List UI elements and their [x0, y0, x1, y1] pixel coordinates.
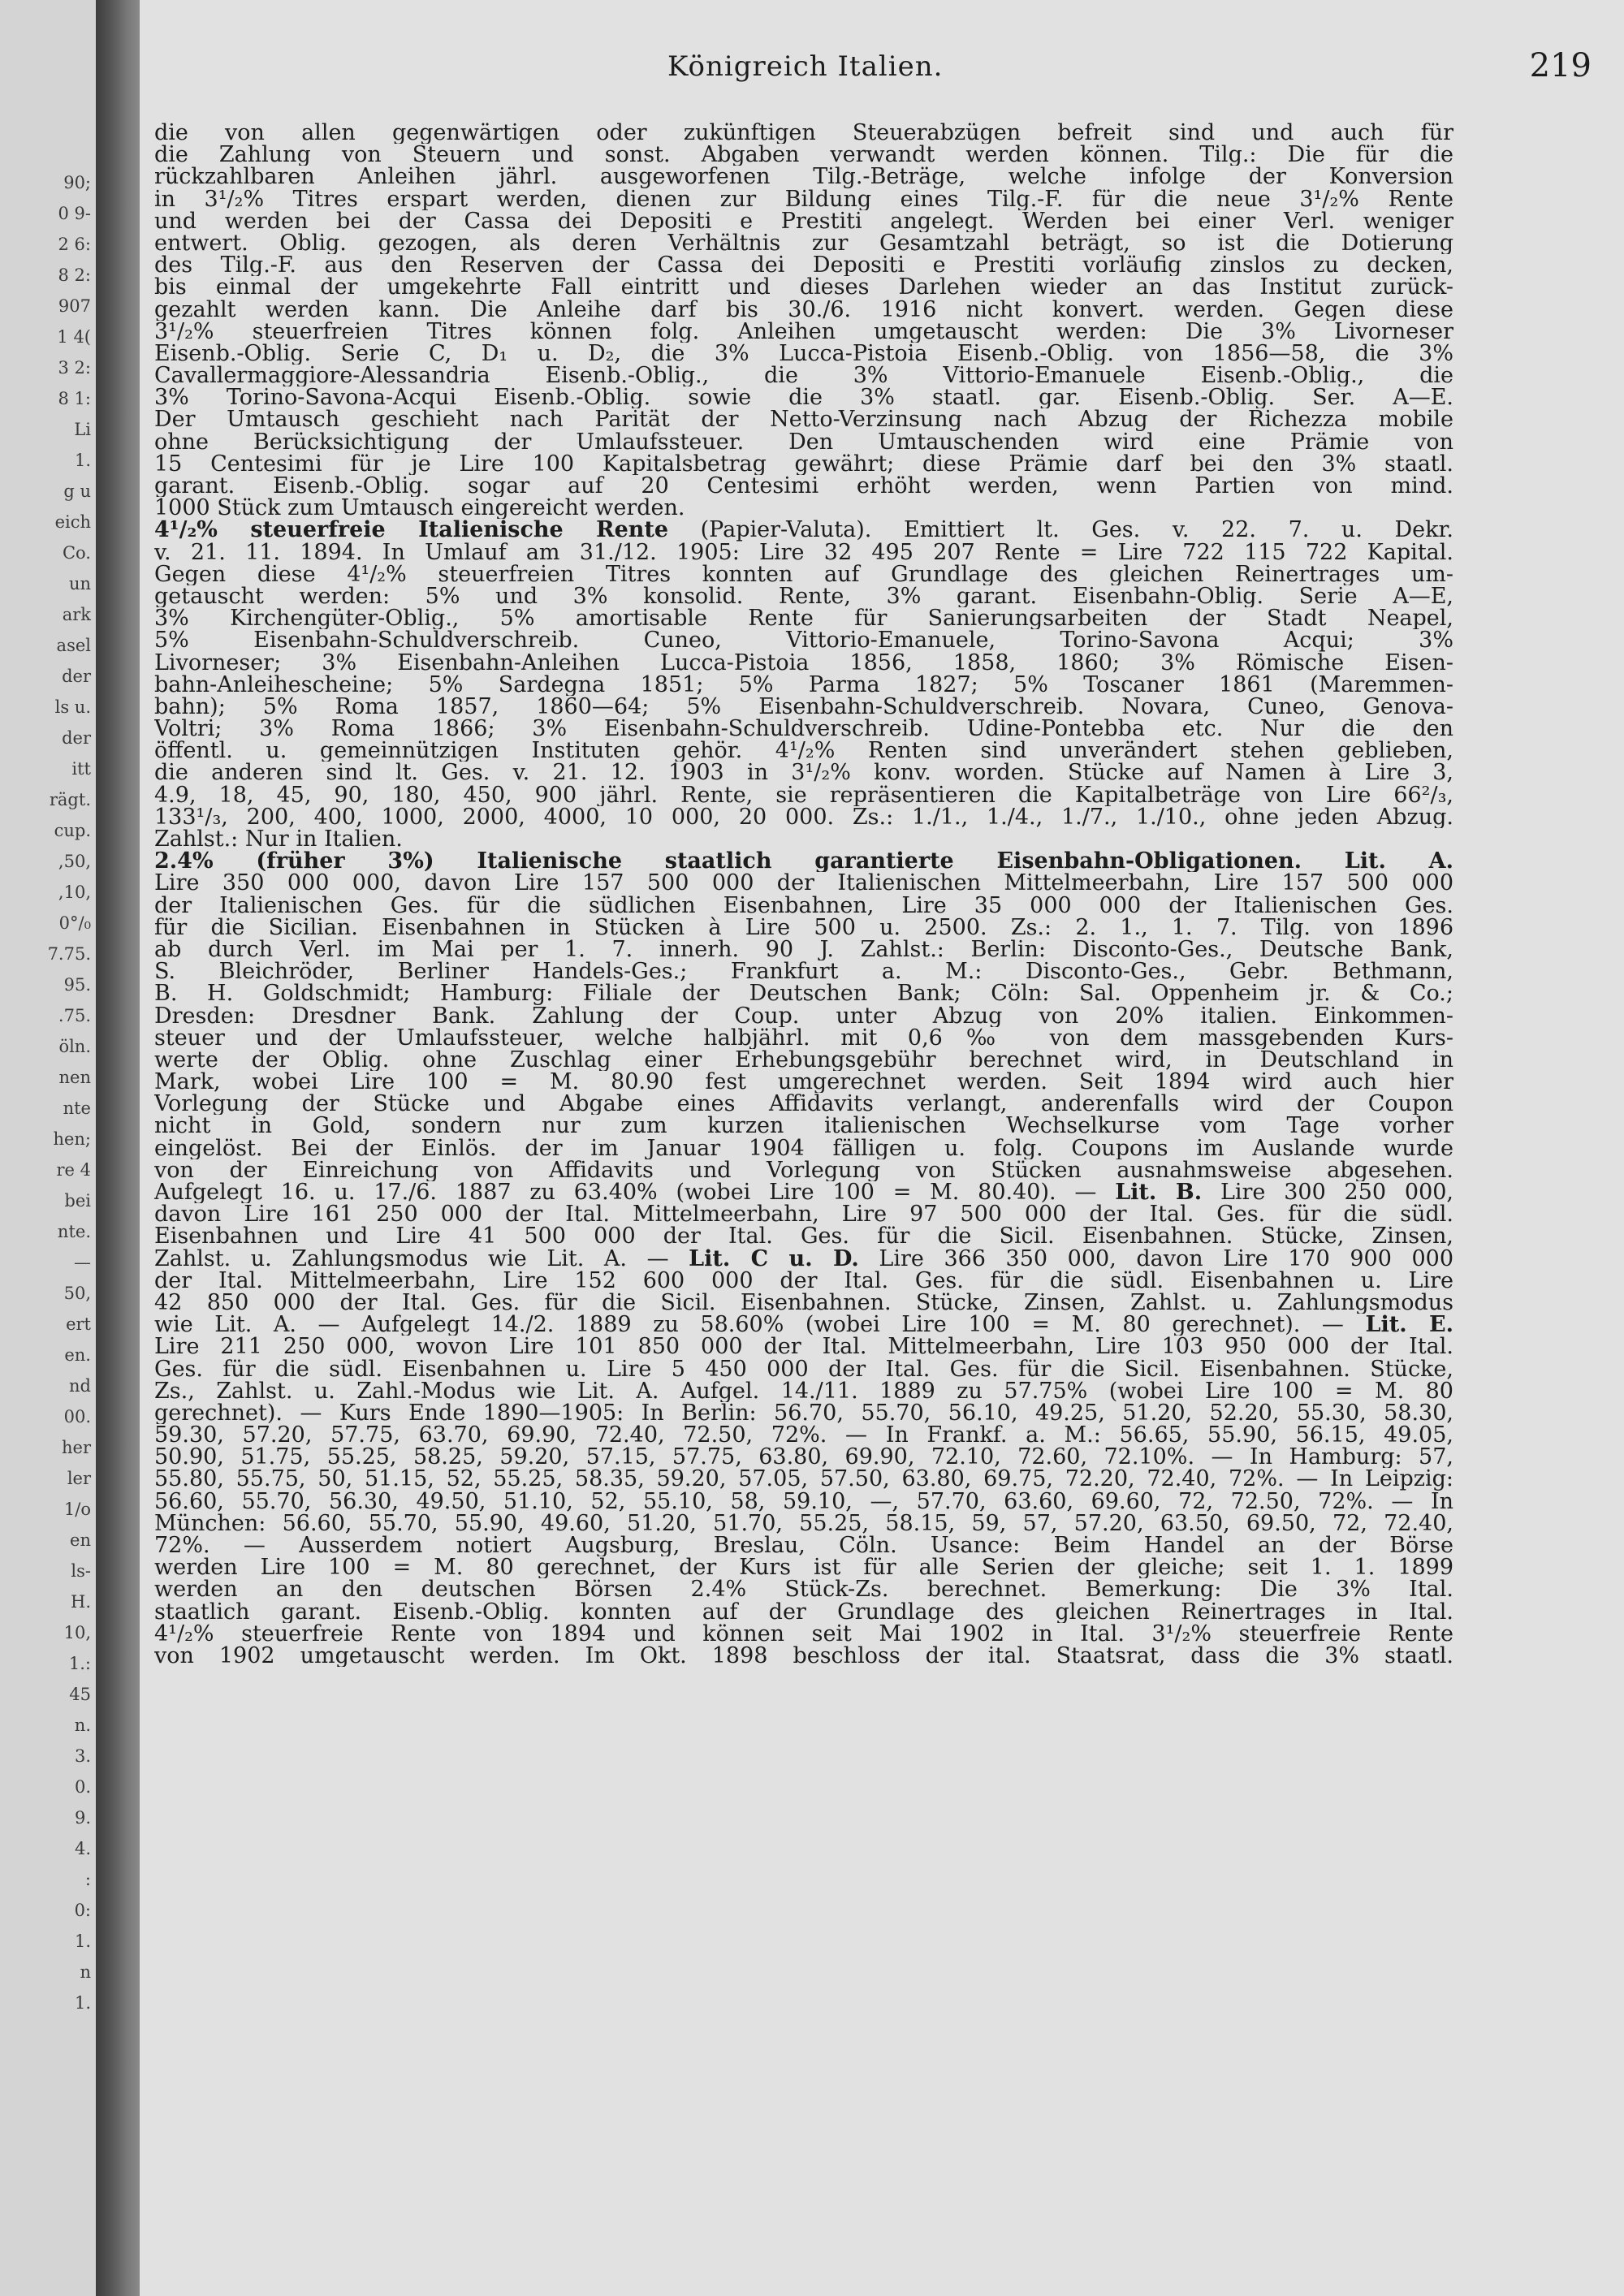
running-head [140, 47, 1624, 91]
line-text: Ges. für die südl. Eisenbahnen u. Lire 5 450 000 der Ital. Ges. für die Sicil. Eisenbahnen. Stücke, [154, 1357, 1453, 1380]
line-text: davon Lire 161 250 000 der Ital. Mittelmeerbahn, Lire 97 500 000 der Ital. Ges. für die südl. [154, 1203, 1453, 1226]
line-text: getauscht werden: 5% und 3% konsolid. Rente, 3% garant. Eisenbahn-Oblig. Serie A—E, [154, 585, 1453, 608]
margin-fragment: 1/o [63, 1500, 91, 1519]
text-line [154, 1513, 1453, 1534]
line-text: 3% Kirchengüter-Oblig., 5% amortisable Rente für Sanierungsarbeiten der Stadt Neapel, [154, 607, 1453, 630]
margin-fragment: n [80, 1962, 91, 1982]
text-line [154, 166, 1453, 188]
margin-fragment: cup. [54, 821, 91, 840]
line-text: Zs., Zahlst. u. Zahl.-Modus wie Lit. A. Aufgel. 14./11. 1889 zu 57.75% (wobei Lire 100 = M. 80 [154, 1379, 1453, 1402]
margin-fragment: 8 2: [58, 265, 91, 285]
line-text: des Tilg.-F. aus den Reserven der Cassa dei Depositi e Prestiti vorläufig zinslos zu decken, [154, 254, 1453, 277]
margin-fragment: Co. [62, 543, 91, 563]
text-line [154, 563, 1453, 585]
text-line [154, 232, 1453, 254]
line-text: bahn-Anleihescheine; 5% Sardegna 1851; 5% Parma 1827; 5% Toscaner 1861 (Maremmen- [154, 673, 1453, 696]
margin-fragment: n. [74, 1716, 91, 1735]
book-binding-gutter [96, 0, 140, 2296]
line-text: für die Sicilian. Eisenbahnen in Stücken à Lire 500 u. 2500. Zs.: 2. 1., 1. 7. Tilg. von 1896 [154, 916, 1453, 939]
line-text: entwert. Oblig. gezogen, als deren Verhältnis zur Gesamtzahl beträgt, so ist die Dotierung [154, 231, 1453, 255]
margin-fragment: ls u. [54, 697, 91, 717]
line-text: werte der Oblig. ohne Zuschlag einer Erhebungsgebühr berechnet wird, in Deutschland in [154, 1048, 1453, 1072]
margin-fragment: 4. [74, 1839, 91, 1858]
margin-fragment: Li [74, 420, 91, 439]
line-text: ab durch Verl. im Mai per 1. 7. innerh. 90 J. Zahlst.: Berlin: Disconto-Ges., Deutsche Bank, [154, 938, 1453, 961]
text-line [154, 917, 1453, 939]
margin-fragment: ler [67, 1469, 91, 1488]
text-line [154, 1159, 1453, 1181]
margin-fragment: 45 [69, 1685, 91, 1704]
margin-fragment: 1. [74, 451, 91, 470]
margin-fragment: 1 4( [57, 327, 91, 347]
text-line [154, 254, 1453, 276]
text-line [154, 1424, 1453, 1446]
margin-fragment: 3. [74, 1746, 91, 1766]
bold-heading-text: Lit. B. [1115, 1181, 1203, 1204]
text-line [154, 1534, 1453, 1556]
text-line [154, 497, 1453, 519]
line-text: B. H. Goldschmidt; Hamburg: Filiale der Deutschen Bank; Cöln: Sal. Oppenheim jr. & Co.; [154, 982, 1453, 1005]
text-line [154, 762, 1453, 783]
margin-fragment: der [62, 667, 91, 686]
margin-fragment: rägt. [49, 790, 91, 809]
line-text: 4¹/₂% steuerfreie Rente von 1894 und können seit Mai 1902 in Ital. 3¹/₂% steuerfreie Rente [154, 1622, 1453, 1645]
line-text: öffentl. u. gemeinnützigen Instituten gehör. 4¹/₂% Renten sind unverändert stehen geblieben, [154, 740, 1453, 762]
line-text: Lire 366 350 000, davon Lire 170 900 000 [858, 1247, 1453, 1270]
text-line [154, 939, 1453, 960]
text-line [154, 299, 1453, 321]
line-text: 3¹/₂% steuerfreien Titres können folg. Anleihen umgetauscht werden: Die 3% Livorneser [154, 320, 1453, 343]
page-number: 219 [1529, 47, 1592, 84]
text-line [154, 453, 1453, 475]
text-line [154, 960, 1453, 982]
text-line [154, 1556, 1453, 1578]
line-text: Mark, wobei Lire 100 = M. 80.90 fest umgerechnet werden. Seit 1894 wird auch hier [154, 1071, 1453, 1094]
line-text: 55.80, 55.75, 50, 51.15, 52, 55.25, 58.35, 59.20, 57.05, 57.50, 63.80, 69.75, 72.20, 72.40, 72%. — In Leipzig: [154, 1468, 1453, 1491]
text-line [154, 1601, 1453, 1623]
text-line [154, 386, 1453, 408]
text-line [154, 696, 1453, 718]
text-line [154, 343, 1453, 365]
line-text: 50.90, 51.75, 55.25, 58.25, 59.20, 57.15, 57.75, 63.80, 69.90, 72.10, 72.60, 72.10%. — In Hamburg: 57, [154, 1446, 1453, 1469]
line-text: Eisenb.-Oblig. Serie C, D₁ u. D₂, die 3% Lucca-Pistoia Eisenb.-Oblig. von 1856—58, die 3% [154, 342, 1453, 365]
margin-fragment: 95. [63, 975, 91, 995]
line-text: gezahlt werden kann. Die Anleihe darf bis 30./6. 1916 nicht konvert. werden. Gegen diese [154, 298, 1453, 321]
line-text: 56.60, 55.70, 56.30, 49.50, 51.10, 52, 55.10, 58, 59.10, —, 57.70, 63.60, 69.60, 72, 72.50, 72%. — In [154, 1490, 1453, 1513]
line-text: 59.30, 57.20, 57.75, 63.70, 69.90, 72.40, 72.50, 72%. — In Frankf. a. M.: 56.65, 55.90, 56.15, 49.05, [154, 1424, 1453, 1447]
margin-fragment: un [68, 574, 91, 593]
line-text: garant. Eisenb.-Oblig. sogar auf 20 Centesimi erhöht werden, wenn Partien von mind. [154, 475, 1453, 498]
text-line [154, 475, 1453, 497]
text-line [154, 828, 1453, 850]
line-text: Dresden: Dresdner Bank. Zahlung der Coup. unter Abzug von 20% italien. Einkommen- [154, 1004, 1453, 1027]
line-text: Cavallermaggiore-Alessandria Eisenb.-Oblig., die 3% Vittorio-Emanuele Eisenb.-Oblig., die [154, 365, 1453, 387]
line-text: eingelöst. Bei der Einlös. der im Januar 1904 fälligen u. folg. Coupons im Auslande wurde [154, 1137, 1453, 1159]
margin-fragment: hen; [53, 1129, 91, 1149]
line-text: München: 56.60, 55.70, 55.90, 49.60, 51.20, 51.70, 55.25, 58.15, 59, 57, 57.20, 63.50, 69.50, 72, 72.40, [154, 1512, 1453, 1534]
text-line [154, 1049, 1453, 1071]
margin-fragment: her [62, 1438, 91, 1457]
text-line [154, 1225, 1453, 1247]
line-text: Lire 211 250 000, wovon Lire 101 850 000 der Ital. Mittelmeerbahn, Lire 103 950 000 der Ital. [154, 1336, 1453, 1358]
text-line [154, 629, 1453, 651]
line-text: Zahlst. u. Zahlungsmodus wie Lit. A. — [154, 1247, 689, 1270]
text-line [154, 585, 1453, 607]
text-line [154, 1137, 1453, 1159]
margin-fragment: 1. [74, 1993, 91, 2013]
line-text: und werden bei der Cassa dei Depositi e Prestiti angelegt. Werden bei einer Verl. weniger [154, 209, 1453, 232]
margin-fragment: eich [54, 512, 91, 532]
line-text: bahn); 5% Roma 1857, 1860—64; 5% Eisenbahn-Schuldverschreib. Novara, Cuneo, Genova- [154, 695, 1453, 719]
line-text: Lire 300 250 000, [1202, 1181, 1453, 1204]
line-text: rückzahlbaren Anleihen jährl. ausgeworfenen Tilg.-Beträge, welche infolge der Konversion [154, 166, 1453, 188]
line-text: werden Lire 100 = M. 80 gerechnet, der Kurs ist für alle Serien der gleiche; seit 1. 1. 1899 [154, 1556, 1453, 1579]
margin-fragment: g u [63, 481, 91, 501]
margin-fragment: : [84, 1870, 91, 1889]
text-line [154, 1203, 1453, 1225]
text-line [154, 210, 1453, 232]
margin-fragment: 1. [74, 1931, 91, 1951]
margin-fragment: en [70, 1530, 91, 1550]
margin-fragment: H. [71, 1592, 91, 1612]
line-text: 1000 Stück zum Umtausch eingereicht werden. [154, 497, 685, 520]
margin-fragment: bei [64, 1191, 91, 1211]
line-text: wie Lit. A. — Aufgelegt 14./2. 1889 zu 58.60% (wobei Lire 100 = M. 80 gerechnet). — [154, 1314, 1366, 1336]
line-text: Aufgelegt 16. u. 17./6. 1887 zu 63.40% (wobei Lire 100 = M. 80.40). — [154, 1181, 1116, 1204]
text-line [154, 188, 1453, 210]
margin-fragment: ,10, [58, 883, 91, 902]
margin-fragment: 90; [63, 173, 91, 192]
text-line [154, 1292, 1453, 1314]
text-line [154, 718, 1453, 740]
margin-fragment: 00. [63, 1407, 91, 1426]
text-line [154, 1623, 1453, 1645]
text-line [154, 1336, 1453, 1357]
line-text: Vorlegung der Stücke und Abgabe eines Affidavits verlangt, anderenfalls wird der Coupon [154, 1093, 1453, 1116]
line-text: S. Bleichröder, Berliner Handels-Ges.; Frankfurt a. M.: Disconto-Ges., Gebr. Bethmann, [154, 960, 1453, 983]
text-line [154, 408, 1453, 430]
text-line [154, 1402, 1453, 1424]
text-line [154, 1270, 1453, 1292]
text-line [154, 519, 1453, 541]
line-text: Lire 350 000 000, davon Lire 157 500 000 der Italienischen Mittelmeerbahn, Lire 157 500 000 [154, 872, 1453, 895]
line-text: von 1902 umgetauscht werden. Im Okt. 1898 beschloss der ital. Staatsrat, dass die 3% staatl. [154, 1644, 1453, 1668]
line-text: 5% Eisenbahn-Schuldverschreib. Cuneo, Vittorio-Emanuele, Torino-Savona Acqui; 3% [154, 629, 1453, 652]
text-line [154, 607, 1453, 629]
text-line [154, 784, 1453, 806]
margin-fragment: nd [69, 1376, 91, 1396]
line-text: ohne Berücksichtigung der Umlaufssteuer. Den Umtauschenden wird eine Prämie von [154, 430, 1453, 453]
text-line [154, 431, 1453, 453]
line-text: (Papier-Valuta). Emittiert lt. Ges. v. 22. 7. u. Dekr. [668, 519, 1453, 542]
text-line [154, 1468, 1453, 1490]
text-line [154, 1578, 1453, 1600]
line-text: die Zahlung von Steuern und sonst. Abgaben verwandt werden können. Tilg.: Die für die [154, 144, 1453, 166]
margin-fragment: itt [71, 759, 91, 779]
line-text: der Ital. Mittelmeerbahn, Lire 152 600 000 der Ital. Ges. für die südl. Eisenbahnen u. Lire [154, 1269, 1453, 1292]
margin-fragment: 50, [63, 1284, 91, 1303]
adjacent-page-margin [0, 0, 96, 2296]
page-body-text [154, 122, 1453, 1667]
line-text: 42 850 000 der Ital. Ges. für die Sicil. Eisenbahnen. Stücke, Zinsen, Zahlst. u. Zahlungsmodus [154, 1291, 1453, 1314]
margin-fragment: 1.: [68, 1654, 91, 1673]
text-line [154, 806, 1453, 828]
line-text: Gegen diese 4¹/₂% steuerfreien Titres konnten auf Grundlage des gleichen Reinertrages um- [154, 563, 1453, 585]
line-text: werden an den deutschen Börsen 2.4% Stück-Zs. berechnet. Bemerkung: Die 3% Ital. [154, 1578, 1453, 1601]
text-line [154, 365, 1453, 386]
margin-fragment: 9. [74, 1808, 91, 1828]
line-text: Eisenbahnen und Lire 41 500 000 der Ital. Ges. für die Sicil. Eisenbahnen. Stücke, Zinsen, [154, 1225, 1453, 1248]
line-text: staatlich garant. Eisenb.-Oblig. konnten auf der Grundlage des gleichen Reinertrages in Ital. [154, 1600, 1453, 1623]
line-text: gerechnet). — Kurs Ende 1890—1905: In Berlin: 56.70, 55.70, 56.10, 49.25, 51.20, 52.20, 55.30, 58.30, [154, 1401, 1453, 1425]
margin-fragment: ,50, [58, 852, 91, 871]
margin-fragment: 7.75. [47, 944, 91, 964]
text-line [154, 740, 1453, 762]
line-text: Der Umtausch geschieht nach Parität der Netto-Verzinsung nach Abzug der Richezza mobile [154, 408, 1453, 431]
line-text: 4.9, 18, 45, 90, 180, 450, 900 jährl. Rente, sie repräsentieren die Kapitalbeträge von Lire 66²/₃, [154, 783, 1453, 806]
margin-fragment: ls- [71, 1561, 91, 1581]
text-line [154, 1248, 1453, 1270]
margin-fragment: 2 6: [58, 235, 91, 254]
line-text: steuer und der Umlaufssteuer, welche halbjährl. mit 0,6‰ von dem massgebenden Kurs- [154, 1026, 1453, 1049]
text-line [154, 1380, 1453, 1402]
margin-fragment: 0: [74, 1901, 91, 1920]
text-line [154, 1314, 1453, 1336]
book-page [140, 0, 1624, 2296]
text-line [154, 674, 1453, 696]
margin-fragment: 0 9- [58, 204, 91, 223]
text-line [154, 1446, 1453, 1468]
line-text: 133¹/₃, 200, 400, 1000, 2000, 4000, 10 000, 20 000. Zs.: 1./1., 1./4., 1./7., 1./10., ohne jeden Abzug. [154, 805, 1453, 828]
margin-fragment: — [74, 1253, 91, 1272]
line-text: bis einmal der umgekehrte Fall eintritt und dieses Darlehen wieder an das Institut zurück- [154, 276, 1453, 299]
line-text: v. 21. 11. 1894. In Umlauf am 31./12. 1905: Lire 32 495 207 Rente = Lire 722 115 722 Kapital. [154, 541, 1453, 563]
line-text: Livorneser; 3% Eisenbahn-Anleihen Lucca-Pistoia 1856, 1858, 1860; 3% Römische Eisen- [154, 651, 1453, 674]
margin-fragment: nte. [57, 1222, 91, 1241]
text-line [154, 1358, 1453, 1380]
margin-fragment: 0°/₀ [58, 913, 91, 933]
text-line [154, 1071, 1453, 1093]
margin-fragment: 8 1: [58, 389, 91, 408]
line-text: in 3¹/₂% Titres erspart werden, dienen zur Bildung eines Tilg.-F. für die neue 3¹/₂% Rente [154, 188, 1453, 210]
margin-fragment: nen [58, 1068, 91, 1087]
text-line [154, 321, 1453, 343]
line-text: Voltri; 3% Roma 1866; 3% Eisenbahn-Schuldverschreib. Udine-Pontebba etc. Nur die den [154, 718, 1453, 740]
text-line [154, 276, 1453, 298]
text-line [154, 872, 1453, 894]
margin-fragment: asel [56, 636, 91, 655]
text-line [154, 652, 1453, 674]
margin-fragment: öln. [58, 1037, 91, 1056]
bold-heading-text: 2.4% (früher 3%) Italienische staatlich garantierte Eisenbahn-Obligationen. Lit. A. [154, 850, 1453, 873]
line-text: die anderen sind lt. Ges. v. 21. 12. 1903 in 3¹/₂% konv. worden. Stücke auf Namen à Lire 3, [154, 762, 1453, 784]
text-line [154, 1491, 1453, 1513]
text-line [154, 1005, 1453, 1027]
margin-fragment: en. [64, 1345, 91, 1365]
margin-fragment: der [62, 728, 91, 748]
text-line [154, 1645, 1453, 1667]
margin-fragment: 10, [63, 1623, 91, 1642]
line-text: 3% Torino-Savona-Acqui Eisenb.-Oblig. sowie die 3% staatl. gar. Eisenb.-Oblig. Ser. A—E. [154, 386, 1453, 409]
line-text: Zahlst.: Nur in Italien. [154, 828, 403, 851]
text-line [154, 542, 1453, 563]
margin-fragment: .75. [58, 1006, 91, 1025]
text-line [154, 1093, 1453, 1115]
bold-heading-text: Lit. C u. D. [689, 1247, 859, 1270]
margin-fragment: re 4 [56, 1160, 91, 1180]
bold-heading-text: 4¹/₂% steuerfreie Italienische Rente [154, 519, 669, 542]
text-line [154, 122, 1453, 144]
text-line [154, 1181, 1453, 1203]
line-text: von der Einreichung von Affidavits und Vorlegung von Stücken ausnahmsweise abgesehen. [154, 1159, 1453, 1181]
line-text: 15 Centesimi für je Lire 100 Kapitalsbetrag gewährt; diese Prämie darf bei den 3% staatl. [154, 452, 1453, 475]
bold-heading-text: Lit. E. [1365, 1314, 1453, 1336]
text-line [154, 1115, 1453, 1137]
line-text: der Italienischen Ges. für die südlichen Eisenbahnen, Lire 35 000 000 der Italienischen Ges. [154, 894, 1453, 917]
margin-fragment: 0. [74, 1777, 91, 1797]
margin-fragment: 3 2: [58, 358, 91, 378]
line-text: nicht in Gold, sondern nur zum kurzen italienischen Wechselkurse vom Tage vorher [154, 1115, 1453, 1137]
text-line [154, 850, 1453, 872]
text-line [154, 1027, 1453, 1049]
text-line [154, 895, 1453, 917]
text-line [154, 982, 1453, 1004]
page-header-title: Königreich Italien. [667, 50, 944, 83]
text-line [154, 144, 1453, 166]
margin-fragment: 907 [58, 296, 91, 316]
margin-fragment: nte [63, 1098, 91, 1118]
line-text: die von allen gegenwärtigen oder zukünftigen Steuerabzügen befreit sind und auch für [154, 122, 1453, 145]
margin-fragment: ark [62, 605, 91, 624]
margin-fragment: ert [66, 1314, 91, 1334]
line-text: 72%. — Ausserdem notiert Augsburg, Breslau, Cöln. Usance: Beim Handel an der Börse [154, 1534, 1453, 1557]
